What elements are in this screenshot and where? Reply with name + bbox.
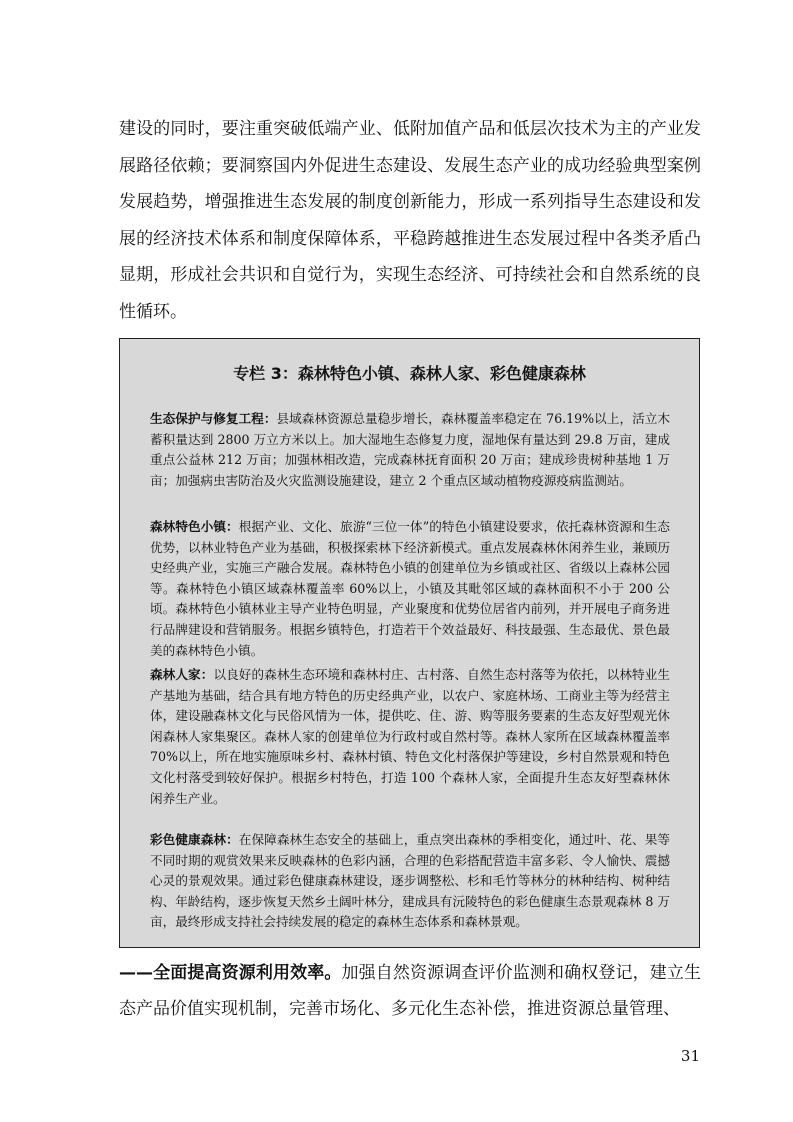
closing-text: 加强自然资源调查评价监测和确权登记，建立生态产品价值实现机制，完善市场化、多元化生态补偿，推进资源总量管理、: [119, 963, 701, 1019]
page-number: 31: [680, 1047, 700, 1065]
intro-paragraph: 建设的同时，要注重突破低端产业、低附加值产品和低层次技术为主的产业发展路径依赖；要洞察国内外促进生态建设、发展生态产业的成功经验典型案例发展趋势，增强推进生态发展的制度创新能力，形成一系列指导生态建设和发展的经济技术体系和制度保障体系，平稳跨越推进生态发展过程中各类矛盾凸显期，形成社会共识和自觉行为，实现生态经济、可持续社会和自然系统的良性循环。: [119, 119, 701, 322]
special-column-box: [119, 338, 700, 948]
section-colorful-forest: [150, 830, 670, 933]
section-text: 在保障森林生态安全的基础上，重点突出森林的季相变化，通过叶、花、果等不同时期的观赏效果来反映森林的色彩内涵，合理的色彩搭配营造丰富多彩、令人愉快、震撼心灵的景观效果。通过彩色健康森林建设，逐步调整松、杉和毛竹等林分的林种结构、树种结构、年龄结构，逐步恢复天然乡土阔叶林分，建成具有沅陵特色的彩色健康生态景观森林 8 万亩，最终形成支持社会持续发展的稳定的森林生态体系和森林景观。: [150, 832, 671, 930]
section-heading: 生态保护与修复工程：: [150, 411, 277, 426]
section-heading: 彩色健康森林：: [150, 832, 239, 847]
section-heading: 森林特色小镇：: [150, 519, 239, 534]
section-text: 根据产业、文化、旅游“三位一体”的特色小镇建设要求，依托森林资源和生态优势，以林业特色产业为基础，积极探索林下经济新模式。重点发展森林休闲养生业，兼顾历史经典产业，实施三产融合发展。森林特色小镇的创建单位为乡镇或社区、省级以上森林公园等。森林特色小镇区域森林覆盖率 60%以上，小镇及其毗邻区域的森林面积不小于 200 公顷。森林特色小镇林业主导产业特色明显，产业聚度和优势位居省内前列，并开展电子商务进行品牌建设和营销服务。根据乡镇特色，打造若干个效益最好、科技最强、生态最优、景色最美的森林特色小镇。: [150, 519, 670, 658]
section-forest-town: [150, 517, 670, 661]
section-forest-family: [150, 665, 670, 809]
closing-paragraph: [119, 955, 701, 1027]
box-title: 专栏 3：森林特色小镇、森林人家、彩色健康森林: [233, 364, 586, 383]
closing-lead: ——全面提高资源利用效率。: [119, 963, 342, 983]
section-ecological-protection: [150, 409, 670, 491]
section-heading: 森林人家：: [150, 667, 214, 682]
section-text: 县域森林资源总量稳步增长，森林覆盖率稳定在 76.19%以上，活立木蓄积量达到 2800 万立方米以上。加大湿地生态修复力度，湿地保有量达到 29.8 万亩，建成重点公益林 212 万亩；加强林相改造，完成森林抚育面积 20 万亩；建成珍贵树种基地 1 万亩；加强病虫害防治及火灾监测设施建设，建立 2 个重点区域动植物疫源疫病监测站。: [150, 411, 670, 488]
section-text: 以良好的森林生态环境和森林村庄、古村落、自然生态村落等为依托，以林特业生产基地为基础，结合具有地方特色的历史经典产业，以农户、家庭林场、工商业主等为经营主体，建设融森林文化与民俗风情为一体，提供吃、住、游、购等服务要素的生态友好型观光休闲森林人家集聚区。森林人家的创建单位为行政村或自然村等。森林人家所在区域森林覆盖率 70%以上，所在地实施原味乡村、森林村镇、特色文化村落保护等建设，乡村自然景观和特色文化村落受到较好保护。根据乡村特色，打造 100 个森林人家，全面提升生态友好型森林休闲养生产业。: [150, 667, 671, 806]
